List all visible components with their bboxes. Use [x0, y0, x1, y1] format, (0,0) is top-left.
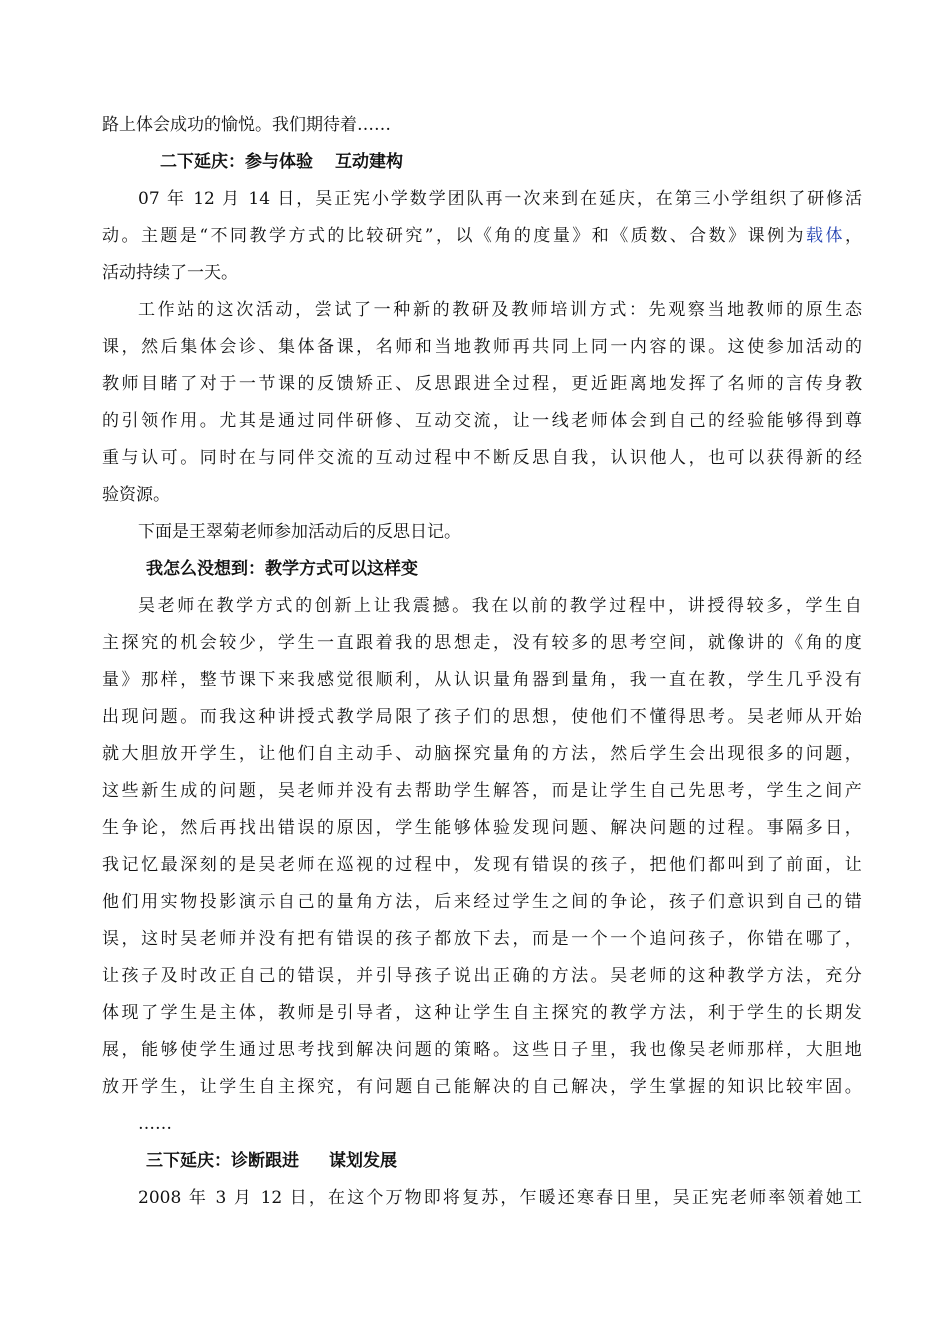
diary-line: 生争论，然后再找出错误的原因，学生能够体验发现问题、解决问题的过程。事隔多日，	[102, 818, 862, 838]
diary-line: 量》那样，整节课下来我感觉很顺利，从认识量角器到量角，我一直在教，学生几乎没有	[102, 670, 862, 690]
text-line: 下面是王翠菊老师参加活动后的反思日记。	[138, 522, 461, 542]
text-line: 活动持续了一天。	[102, 263, 238, 283]
diary-line: 他们用实物投影演示自己的量角方法，后来经过学生之间的争论，孩子们意识到自己的错	[102, 892, 862, 912]
section-heading: 我怎么没想到：教学方式可以这样变	[146, 559, 418, 579]
hyperlink[interactable]: 载体	[806, 226, 846, 246]
text-line	[102, 225, 862, 247]
section-heading	[146, 1150, 746, 1172]
text-line: 07 年 12 月 14 日，吴正宪小学数学团队再一次来到在延庆，在第三小学组织了研修活	[138, 189, 862, 209]
diary-line: 我记忆最深刻的是吴老师在巡视的过程中，发现有错误的孩子，把他们都叫到了前面，让	[102, 855, 862, 875]
text-line: 的引领作用。尤其是通过同伴研修、互动交流，让一线老师体会到自己的经验能够得到尊	[102, 411, 862, 431]
diary-line: 放开学生，让学生自主探究，有问题自己能解决的自己解决，学生掌握的知识比较牢固。	[102, 1077, 862, 1097]
diary-line: 这些新生成的问题，吴老师并没有去帮助学生解答，而是让学生自己先思考，学生之间产	[102, 781, 862, 801]
text-span: ，	[845, 226, 862, 246]
text-line: 2008 年 3 月 12 日，在这个万物即将复苏，乍暖还寒春日里，吴正宪老师率领着她工	[138, 1188, 862, 1208]
text-line: 验资源。	[102, 485, 170, 505]
section-heading	[160, 151, 760, 173]
text-line: 课，然后集体会诊、集体备课，名师和当地教师再共同上同一内容的课。这使参加活动的	[102, 337, 862, 357]
diary-line: 主探究的机会较少，学生一直跟着我的思想走，没有较多的思考空间，就像讲的《角的度	[102, 633, 862, 653]
heading-part: 二下延庆：参与体验	[160, 152, 313, 172]
ellipsis-line: ……	[138, 1114, 172, 1134]
heading-part: 互动建构	[335, 152, 403, 172]
text-line: 工作站的这次活动，尝试了一种新的教研及教师培训方式：先观察当地教师的原生态	[138, 300, 862, 320]
heading-part: 三下延庆：诊断跟进	[146, 1151, 299, 1171]
diary-line: 吴老师在教学方式的创新上让我震撼。我在以前的教学过程中，讲授得较多，学生自	[138, 596, 862, 616]
diary-line: 体现了学生是主体，教师是引导者，这种让学生自主探究的教学方法，利于学生的长期发	[102, 1003, 862, 1023]
text-line: 路上体会成功的愉悦。我们期待着……	[102, 115, 391, 135]
diary-line: 让孩子及时改正自己的错误，并引导孩子说出正确的方法。吴老师的这种教学方法，充分	[102, 966, 862, 986]
diary-line: 展，能够使学生通过思考找到解决问题的策略。这些日子里，我也像吴老师那样，大胆地	[102, 1040, 862, 1060]
heading-part: 谋划发展	[329, 1151, 397, 1171]
text-line: 教师目睹了对于一节课的反馈矫正、反思跟进全过程，更近距离地发挥了名师的言传身教	[102, 374, 862, 394]
diary-line: 误，这时吴老师并没有把有错误的孩子都放下去，而是一个一个追问孩子，你错在哪了，	[102, 929, 862, 949]
diary-line: 出现问题。而我这种讲授式教学局限了孩子们的思想，使他们不懂得思考。吴老师从开始	[102, 707, 862, 727]
text-line: 重与认可。同时在与同伴交流的互动过程中不断反思自我，认识他人，也可以获得新的经	[102, 448, 862, 468]
text-span: 动。主题是“不同教学方式的比较研究”，以《角的度量》和《质数、合数》课例为	[102, 226, 807, 246]
diary-line: 就大胆放开学生，让他们自主动手、动脑探究量角的方法，然后学生会出现很多的问题，	[102, 744, 862, 764]
